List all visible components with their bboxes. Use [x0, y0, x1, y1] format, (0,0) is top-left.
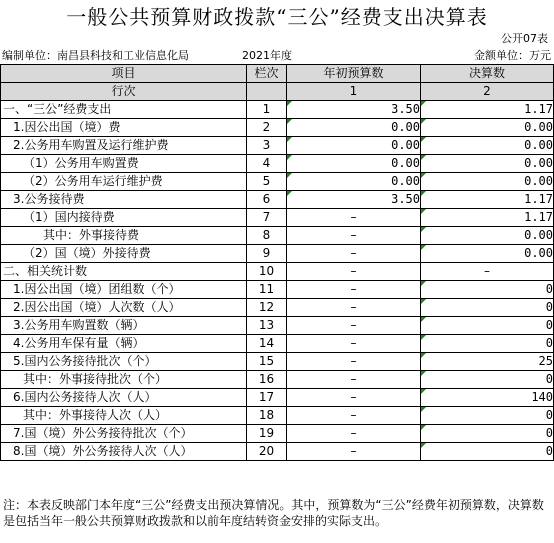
row-label: 其中：外事接待人次（人） [1, 407, 247, 425]
row-budget: 0.00 [287, 173, 421, 191]
table-row [1, 209, 554, 227]
row-final: 0 [421, 317, 554, 335]
compiling-unit: 编制单位：南昌县科技和工业信息化局 [2, 49, 189, 62]
row-budget: – [287, 281, 421, 299]
row-line-no: 20 [247, 443, 287, 461]
table-row [1, 299, 554, 317]
row-line-no: 15 [247, 353, 287, 371]
row-label: （2）公务用车运行维护费 [1, 173, 247, 191]
table-row [1, 407, 554, 425]
row-budget: – [287, 371, 421, 389]
row-line-no: 16 [247, 371, 287, 389]
row-budget: – [287, 335, 421, 353]
row-budget: 0.00 [287, 155, 421, 173]
row-line-no: 9 [247, 245, 287, 263]
header-budget: 年初预算数 [287, 65, 421, 83]
row-line-no: 12 [247, 299, 287, 317]
header-empty [247, 83, 287, 101]
row-final: 0 [421, 443, 554, 461]
row-final: 0.00 [421, 245, 554, 263]
row-label: （2）国（境）外接待费 [1, 245, 247, 263]
table-row [1, 281, 554, 299]
row-budget: – [287, 389, 421, 407]
row-budget: – [287, 245, 421, 263]
table-row [1, 335, 554, 353]
row-line-no: 6 [247, 191, 287, 209]
row-final: 140 [421, 389, 554, 407]
row-label: 1.因公出国（境）团组数（个） [1, 281, 247, 299]
row-final: 0 [421, 371, 554, 389]
row-final: 0 [421, 425, 554, 443]
header-final: 决算数 [421, 65, 554, 83]
row-final: 0 [421, 299, 554, 317]
row-budget: – [287, 227, 421, 245]
header-row [1, 65, 554, 83]
row-final: 0.00 [421, 119, 554, 137]
row-budget: – [287, 407, 421, 425]
row-final: 0.00 [421, 227, 554, 245]
row-label: 4.公务用车保有量（辆） [1, 335, 247, 353]
table-row [1, 371, 554, 389]
fiscal-year: 2021年度 [242, 49, 292, 62]
row-final: 0.00 [421, 155, 554, 173]
row-label: 二、相关统计数 [1, 263, 247, 281]
row-label: 其中：外事接待费 [1, 227, 247, 245]
table-row [1, 443, 554, 461]
table-row [1, 245, 554, 263]
row-label: 1.因公出国（境）费 [1, 119, 247, 137]
row-budget: – [287, 209, 421, 227]
row-line-no: 8 [247, 227, 287, 245]
row-label: 5.国内公务接待批次（个） [1, 353, 247, 371]
row-final: 0.00 [421, 137, 554, 155]
row-budget: – [287, 443, 421, 461]
row-final: 0 [421, 407, 554, 425]
table-row [1, 317, 554, 335]
table-row [1, 119, 554, 137]
row-label: 2.公务用车购置及运行维护费 [1, 137, 247, 155]
table-row [1, 173, 554, 191]
row-final: 1.17 [421, 209, 554, 227]
form-number: 公开07表 [501, 32, 548, 45]
row-budget: 3.50 [287, 101, 421, 119]
row-final: – [421, 263, 554, 281]
table-row [1, 353, 554, 371]
row-budget: 3.50 [287, 191, 421, 209]
row-final: 1.17 [421, 191, 554, 209]
row-line-no: 1 [247, 101, 287, 119]
row-line-no: 7 [247, 209, 287, 227]
table-row [1, 137, 554, 155]
row-budget: – [287, 317, 421, 335]
table-row [1, 191, 554, 209]
amount-unit: 金额单位：万元 [474, 49, 551, 62]
table-row [1, 101, 554, 119]
expenditure-table [0, 64, 554, 461]
row-line-no: 3 [247, 137, 287, 155]
row-final: 25 [421, 353, 554, 371]
header-row-label: 行次 [1, 83, 247, 101]
row-final: 0.00 [421, 173, 554, 191]
row-label: 3.公务接待费 [1, 191, 247, 209]
row-line-no: 19 [247, 425, 287, 443]
row-line-no: 5 [247, 173, 287, 191]
row-budget: – [287, 263, 421, 281]
row-label: 3.公务用车购置数（辆） [1, 317, 247, 335]
row-final: 0 [421, 335, 554, 353]
row-line-no: 17 [247, 389, 287, 407]
row-label: 7.国（境）外公务接待批次（个） [1, 425, 247, 443]
table-row [1, 425, 554, 443]
header-col1: 1 [287, 83, 421, 101]
row-budget: 0.00 [287, 137, 421, 155]
table-row [1, 389, 554, 407]
row-line-no: 4 [247, 155, 287, 173]
row-line-no: 14 [247, 335, 287, 353]
row-line-no: 18 [247, 407, 287, 425]
row-budget: – [287, 299, 421, 317]
row-budget: – [287, 425, 421, 443]
row-line-no: 10 [247, 263, 287, 281]
row-line-no: 13 [247, 317, 287, 335]
row-label: 8.国（境）外公务接待人次（人） [1, 443, 247, 461]
row-label: 一、“三公”经费支出 [1, 101, 247, 119]
header-subrow [1, 83, 554, 101]
table-row [1, 263, 554, 281]
header-col2: 2 [421, 83, 554, 101]
row-label: 其中：外事接待批次（个） [1, 371, 247, 389]
row-budget: – [287, 353, 421, 371]
table-row [1, 155, 554, 173]
row-label: 6.国内公务接待人次（人） [1, 389, 247, 407]
footnote: 注：本表反映部门本年度“三公”经费支出预决算情况。其中，预算数为“三公”经费年初预算数，决算数是包括当年一般公共预算财政拨款和以前年度结转资金安排的实际支出。 [3, 498, 544, 528]
table-row [1, 227, 554, 245]
row-budget: 0.00 [287, 119, 421, 137]
report-title: 一般公共预算财政拨款“三公”经费支出决算表 [66, 5, 488, 29]
row-line-no: 11 [247, 281, 287, 299]
row-label: （1）公务用车购置费 [1, 155, 247, 173]
header-line-no: 栏次 [247, 65, 287, 83]
row-label: （1）国内接待费 [1, 209, 247, 227]
row-line-no: 2 [247, 119, 287, 137]
row-final: 0 [421, 281, 554, 299]
row-label: 2.因公出国（境）人次数（人） [1, 299, 247, 317]
row-final: 1.17 [421, 101, 554, 119]
header-item: 项目 [1, 65, 247, 83]
